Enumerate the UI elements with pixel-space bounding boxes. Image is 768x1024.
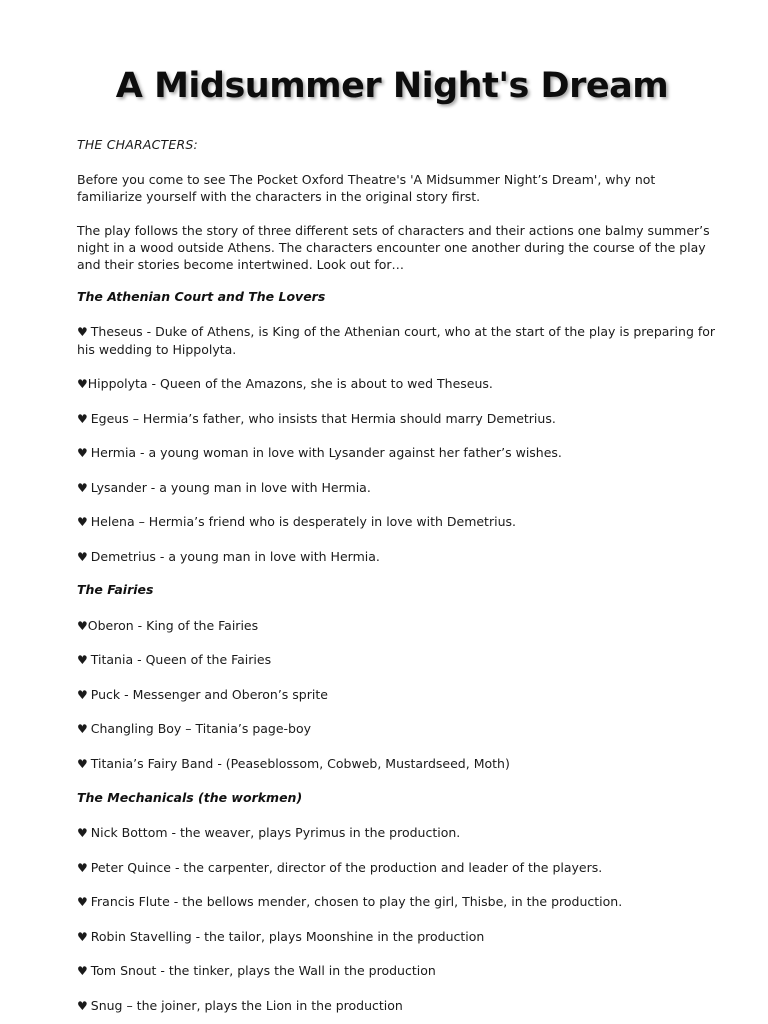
section-heading-fairies: The Fairies [77, 582, 154, 597]
character-item [77, 479, 727, 497]
character-item [77, 686, 727, 704]
heart-bullet-icon: ♥ [77, 653, 88, 667]
character-text: Francis Flute - the bellows mender, chosen to play the girl, Thisbe, in the production. [90, 894, 623, 909]
character-item [77, 962, 727, 980]
character-item [77, 513, 727, 531]
document-title: A Midsummer Night's Dream [115, 66, 669, 106]
character-text: Snug – the joiner, plays the Lion in the production [90, 998, 403, 1013]
section-heading-mechanicals: The Mechanicals (the workmen) [77, 790, 303, 805]
section-heading-athenian-court: The Athenian Court and The Lovers [77, 289, 326, 304]
character-item [77, 893, 727, 911]
character-item [77, 375, 727, 393]
heart-bullet-icon: ♥ [77, 999, 88, 1013]
heart-bullet-icon: ♥ [77, 325, 88, 339]
character-text: Nick Bottom - the weaver, plays Pyrimus in the production. [90, 825, 461, 840]
character-text: Theseus - Duke of Athens, is King of the Athenian court, who at the start of the play is preparing for his wedding to Hippolyta. [77, 324, 716, 357]
character-text: Oberon - King of the Fairies [87, 618, 259, 633]
character-item [77, 928, 727, 946]
heart-bullet-icon: ♥ [77, 861, 88, 875]
heart-bullet-icon: ♥ [77, 964, 88, 978]
character-item [77, 444, 727, 462]
characters-label: THE CHARACTERS: [77, 137, 198, 152]
character-item [77, 651, 727, 669]
character-item [77, 755, 727, 773]
heart-bullet-icon: ♥ [77, 619, 88, 633]
heart-bullet-icon: ♥ [77, 688, 88, 702]
character-item [77, 720, 727, 738]
heart-bullet-icon: ♥ [77, 515, 88, 529]
character-text: Puck - Messenger and Oberon’s sprite [90, 687, 328, 702]
character-item [77, 824, 727, 842]
character-text: Lysander - a young man in love with Hermia. [90, 480, 371, 495]
character-item [77, 617, 727, 635]
character-item [77, 997, 727, 1015]
heart-bullet-icon: ♥ [77, 412, 88, 426]
character-text: Titania - Queen of the Fairies [90, 652, 272, 667]
heart-bullet-icon: ♥ [77, 481, 88, 495]
heart-bullet-icon: ♥ [77, 826, 88, 840]
heart-bullet-icon: ♥ [77, 895, 88, 909]
character-text: Hermia - a young woman in love with Lysander against her father’s wishes. [90, 445, 562, 460]
character-item [77, 410, 727, 428]
character-text: Peter Quince - the carpenter, director of the production and leader of the players. [90, 860, 603, 875]
character-text: Changling Boy – Titania’s page-boy [90, 721, 312, 736]
character-item [77, 323, 727, 358]
heart-bullet-icon: ♥ [77, 757, 88, 771]
heart-bullet-icon: ♥ [77, 930, 88, 944]
heart-bullet-icon: ♥ [77, 722, 88, 736]
character-text: Tom Snout - the tinker, plays the Wall in the production [90, 963, 436, 978]
heart-bullet-icon: ♥ [77, 446, 88, 460]
character-text: Egeus – Hermia’s father, who insists that Hermia should marry Demetrius. [90, 411, 556, 426]
character-item [77, 548, 727, 566]
intro-paragraph-2: The play follows the story of three different sets of characters and their actions one balmy summer’s night in a wood outside Athens. The characters encounter one another during the course of the play and their stories become intertwined. Look out for… [77, 223, 710, 272]
character-text: Hippolyta - Queen of the Amazons, she is about to wed Theseus. [87, 376, 493, 391]
character-text: Titania’s Fairy Band - (Peaseblossom, Cobweb, Mustardseed, Moth) [90, 756, 510, 771]
character-text: Robin Stavelling - the tailor, plays Moonshine in the production [90, 929, 485, 944]
heart-bullet-icon: ♥ [77, 550, 88, 564]
character-text: Demetrius - a young man in love with Hermia. [90, 549, 380, 564]
character-text: Helena – Hermia’s friend who is desperately in love with Demetrius. [90, 514, 516, 529]
character-item [77, 859, 727, 877]
heart-bullet-icon: ♥ [77, 377, 88, 391]
intro-paragraph-1: Before you come to see The Pocket Oxford Theatre's 'A Midsummer Night’s Dream', why not familiarize yourself with the characters in the original story first. [77, 172, 656, 204]
